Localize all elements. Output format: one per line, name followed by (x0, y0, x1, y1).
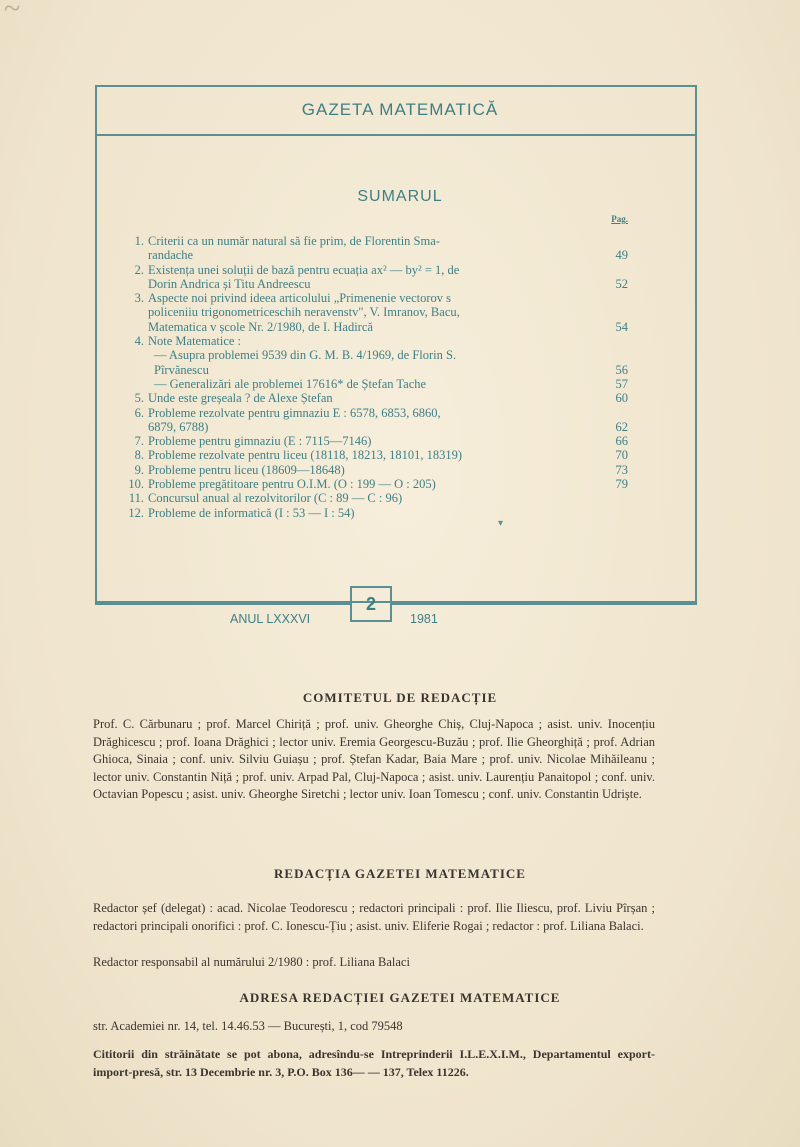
toc-number: 12. (128, 505, 144, 520)
toc-entry-text: policeniiu trigonometriceschih neravenstv", V. Imranov, Bacu, (148, 305, 460, 320)
toc-entry-text: Existența unei soluții de bază pentru ecuația ax² — by² = 1, de (148, 262, 460, 277)
toc-line (120, 391, 628, 405)
toc-line (120, 448, 628, 462)
toc-entry-text: 6879, 6788) (148, 419, 209, 434)
toc-number: 5. (134, 391, 144, 406)
toc-entry-text: Note Matematice : (148, 334, 242, 349)
toc-line (120, 434, 628, 448)
toc-page-number (606, 291, 628, 305)
toc-line (120, 420, 628, 434)
toc-entry-text: Probleme de informatică (I : 53 — I : 54) (148, 505, 355, 520)
toc-entry-text: — Generalizări ale problemei 17616* de Ștefan Tache (154, 376, 427, 391)
toc-line (120, 320, 628, 334)
redactia-title: REDACȚIA GAZETEI MATEMATICE (274, 866, 526, 881)
toc-number: 11. (128, 491, 144, 506)
toc-entry-text: Concursul anual al rezolvitorilor (C : 89 — C : 96) (148, 491, 403, 506)
page-corner-mark: ~ (4, 0, 21, 25)
toc-entry-text: Probleme rezolvate pentru gimnaziu E : 6578, 6853, 6860, (148, 405, 441, 420)
toc-line (120, 305, 628, 319)
toc-line (120, 491, 628, 505)
adresa-text: str. Academiei nr. 14, tel. 14.46.53 — București, 1, cod 79548 (93, 1019, 403, 1033)
toc-number (120, 377, 148, 391)
subscription-note: Cititorii din străinătate se pot abona, adresîndu-se Intreprinderii I.L.E.X.I.M., Departamentul export-import-presă, str. 13 Decembrie nr. 3, P.O. Box 136— — 137, Telex 11226. (93, 1047, 655, 1079)
toc-line (120, 334, 628, 348)
comitet-title: COMITETUL DE REDACȚIE (302, 690, 498, 705)
toc-page-number: 62 (615, 419, 628, 434)
toc-line (120, 506, 628, 520)
toc-line (120, 348, 628, 362)
toc-entry-text: randache (148, 248, 194, 263)
issue-year: 1981 (410, 612, 438, 626)
toc-page-number: 66 (615, 434, 628, 449)
title-divider (95, 134, 697, 136)
toc-number: 1. (134, 234, 144, 248)
toc-line (120, 477, 628, 491)
toc-page-number: 49 (615, 248, 628, 263)
toc-number (120, 277, 148, 291)
toc-number: 9. (134, 462, 144, 477)
journal-title: GAZETA MATEMATICĂ (301, 100, 499, 119)
footer-rule-right (392, 603, 697, 605)
adresa-title: ADRESA REDACȚIEI GAZETEI MATEMATICE (239, 990, 561, 1005)
toc-page-number (606, 348, 628, 362)
toc-entry-text: Pîrvănescu (154, 362, 209, 377)
toc-page-number (606, 234, 628, 248)
toc-number (120, 348, 148, 362)
toc-line (120, 406, 628, 420)
toc-number: 10. (128, 477, 144, 492)
toc-number (120, 320, 148, 334)
issue-number: 2 (350, 586, 392, 622)
toc-entry-text: Dorin Andrica și Titu Andreescu (148, 276, 311, 291)
toc-number: 6. (134, 405, 144, 420)
toc-number (120, 305, 148, 319)
volume-label: ANUL LXXXVI (230, 612, 311, 626)
redactia-responsible: Redactor responsabil al numărului 2/1980 : prof. Liliana Balaci (93, 955, 410, 969)
toc-page-number (606, 406, 628, 420)
toc-line (120, 377, 628, 391)
toc-line (120, 291, 628, 305)
toc-page-number: 60 (615, 391, 628, 406)
toc-page-number: 57 (615, 376, 628, 391)
toc-page-number (606, 305, 628, 319)
toc-line (120, 263, 628, 277)
summary-title: SUMARUL (357, 188, 443, 205)
toc-entry-text: — Asupra problemei 9539 din G. M. B. 4/1969, de Florin S. (154, 348, 457, 363)
toc-page-number: 54 (615, 319, 628, 334)
toc-number: 2. (134, 262, 144, 277)
toc-entry-text: Aspecte noi privind ideea articolului „Primenenie vectorov s (148, 291, 452, 306)
toc-page-number: 56 (615, 362, 628, 377)
redactia-text: Redactor șef (delegat) : acad. Nicolae Teodorescu ; redactori principali : prof. Ilie Iliescu, prof. Liviu Pîrșan ; redactori principali onorifici : prof. C. Ionescu-Țiu ; asist. univ. Eliferie Rogai ; redactor : prof. Liliana Balaci. (93, 901, 655, 933)
toc-line (120, 463, 628, 477)
toc-entry-text: Probleme pentru gimnaziu (E : 7115—7146) (148, 434, 372, 449)
toc-entry-text: Probleme pentru liceu (18609—18648) (148, 462, 345, 477)
ink-smudge: ▾ (498, 518, 504, 529)
toc-page-number (606, 506, 628, 520)
toc-entry-text: Probleme pregătitoare pentru O.I.M. (O : 199 — O : 205) (148, 477, 436, 492)
table-of-contents (120, 234, 628, 520)
toc-page-number: 79 (615, 477, 628, 492)
toc-entry-text: Probleme rezolvate pentru liceu (18118, 18213, 18101, 18319) (148, 448, 463, 463)
toc-entry-text: Unde este greșeala ? de Alexe Ștefan (148, 391, 333, 406)
toc-line (120, 234, 628, 248)
toc-line (120, 363, 628, 377)
toc-page-number (606, 263, 628, 277)
toc-page-number: 52 (615, 276, 628, 291)
toc-number (120, 420, 148, 434)
toc-page-number: 70 (615, 448, 628, 463)
toc-line (120, 277, 628, 291)
toc-number (120, 363, 148, 377)
toc-entry-text: Criterii ca un număr natural să fie prim, de Florentin Sma- (148, 234, 440, 248)
comitet-text: Prof. C. Cărbunaru ; prof. Marcel Chiriță ; prof. univ. Gheorghe Chiș, Cluj-Napoca ; asist. univ. Inocențiu Drăghicescu ; prof. Ioana Drăghici ; lector univ. Eremia Georgescu-Buzău ; prof. Ilie Gheorghiță ; prof. Adrian Ghioca, Sinaia ; conf. univ. Silviu Guiașu ; prof. Ștefan Kadar, Baia Mare ; prof. univ. Nicolae Mihăileanu ; lector univ. Constantin Niță ; prof. univ. Arpad Pal, Cluj-Napoca ; asist. univ. Laurențiu Panaitopol ; conf. univ. Octavian Popescu ; asist. univ. Gheorghe Siretchi ; lector univ. Ioan Tomescu ; conf. univ. Constantin Udriște. (93, 717, 655, 801)
toc-number: 3. (134, 291, 144, 306)
toc-entry-text: Matematica v școle Nr. 2/1980, de I. Hadircă (148, 319, 373, 334)
toc-number: 7. (134, 434, 144, 449)
toc-number (120, 248, 148, 262)
toc-page-number (606, 334, 628, 348)
toc-page-number (606, 491, 628, 505)
toc-page-number: 73 (615, 462, 628, 477)
toc-line (120, 248, 628, 262)
toc-number: 4. (134, 334, 144, 349)
footer-rule-left (95, 603, 350, 605)
page-column-header: Pag. (611, 214, 628, 224)
toc-number: 8. (134, 448, 144, 463)
